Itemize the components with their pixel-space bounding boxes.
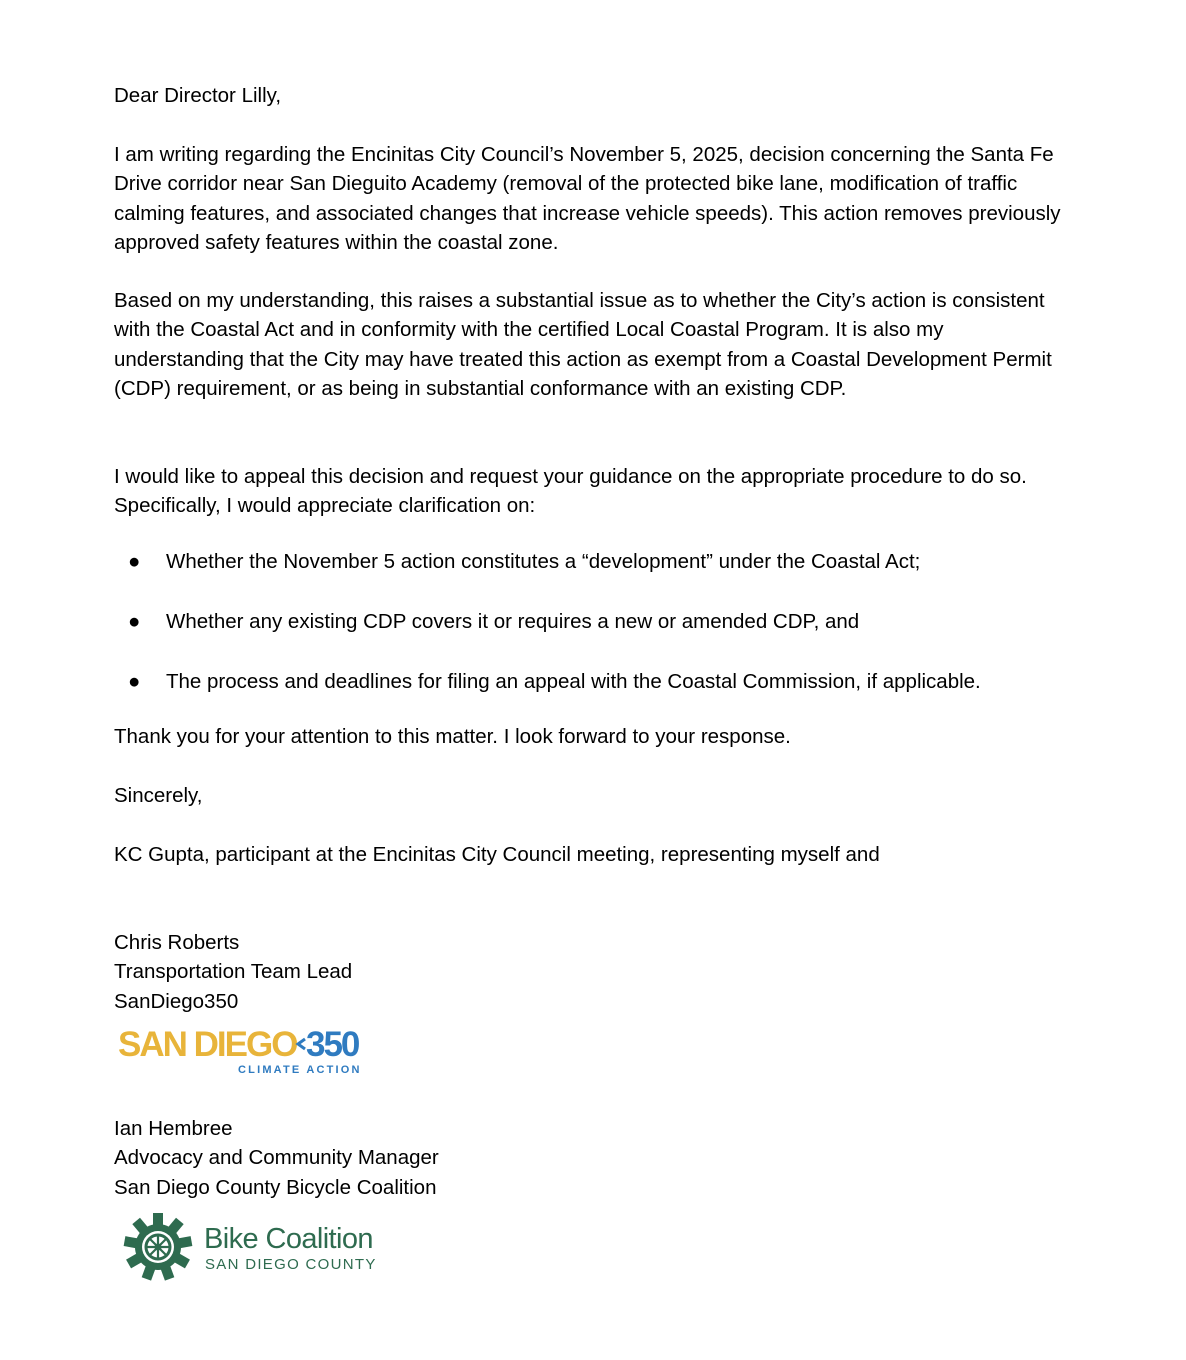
salutation: Dear Director Lilly, [114,84,282,107]
paragraph-issue: Based on my understanding, this raises a substantial issue as to whether the City’s action is consistent with the Coastal Act and in conformity with the certified Local Coastal Program. It is also my understanding that the City may have treated this action as exempt from a Coastal Development Permit (CDP) requirement, or as being in substantial conformance with an existing CDP. [114,289,1052,401]
list-item [128,547,1088,576]
signatory-block [114,928,352,1016]
bullet-dot-icon: ● [128,610,141,633]
bullet-dot-icon: ● [128,550,141,573]
signatory-org: SanDiego350 [114,989,239,1013]
thanks-line: Thank you for your attention to this matter. I look forward to your response. [114,725,791,748]
paragraph-request: I would like to appeal this decision and request your guidance on the appropriate procedure to do so. Specifically, I would appreciate clarification on: [114,465,1027,518]
list-item [128,667,1088,696]
signatory-title: Transportation Team Lead [114,960,353,984]
bike-coalition-logo [122,1210,392,1284]
logo-number-text: 350 [306,1025,359,1064]
list-item-text: Whether any existing CDP covers it or requires a new or amended CDP, and [166,610,860,633]
signer-line: KC Gupta, participant at the Encinitas City Council meeting, representing myself and [114,843,880,866]
list-item [128,607,1088,636]
bullet-dot-icon: ● [128,670,141,693]
signatory-org: San Diego County Bicycle Coalition [114,1175,437,1199]
logo-sub-text: SAN DIEGO COUNTY [205,1256,377,1273]
logo-main-text: SAN DIEGO [118,1025,297,1064]
signatory-block [114,1114,439,1202]
logo-main-text: Bike Coalition [204,1223,373,1255]
logo-sub-text: CLIMATE ACTION [238,1064,362,1076]
signatory-title: Advocacy and Community Manager [114,1146,439,1170]
list-item-text: The process and deadlines for filing an appeal with the Coastal Commission, if applicable. [166,670,981,693]
sandiego350-logo [118,1022,388,1078]
closing: Sincerely, [114,784,203,807]
signatory-name: Ian Hembree [114,1117,233,1140]
paragraph-context: I am writing regarding the Encinitas City Council’s November 5, 2025, decision concerning the Santa Fe Drive corridor near San Dieguito Academy (removal of the protected bike lane, modification of traffic calming features, and associated changes that increase vehicle speeds). This action removes previously approved safety features within the coastal zone. [114,143,1061,255]
gear-wheel-icon [124,1213,193,1281]
logo-arrow-icon [298,1039,305,1049]
signatory-name: Chris Roberts [114,931,240,954]
list-item-text: Whether the November 5 action constitutes a “development” under the Coastal Act; [166,550,921,573]
